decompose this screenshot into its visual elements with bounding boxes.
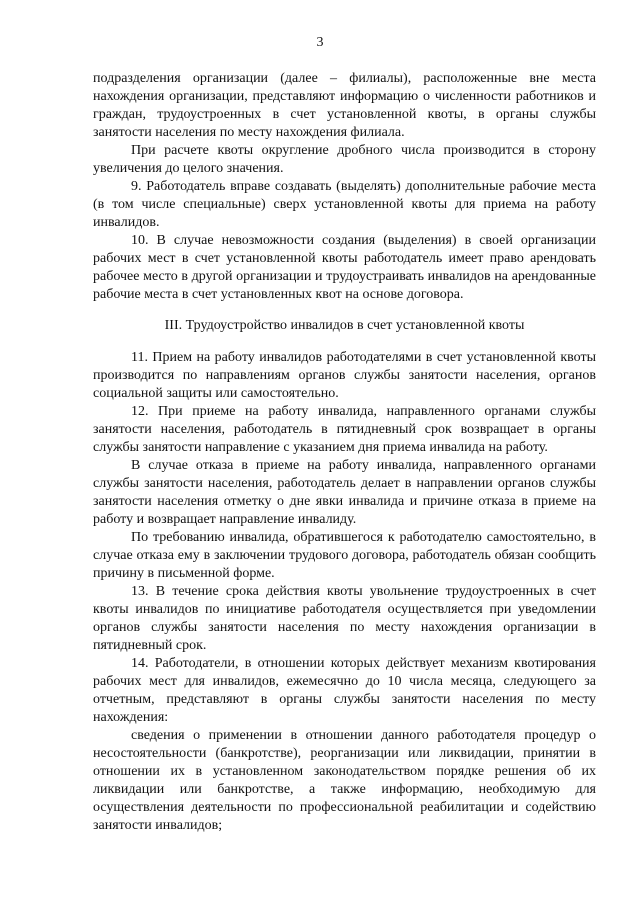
document-body (93, 70, 596, 835)
paragraph-item-14: 14. Работодатели, в отношении которых действует механизм квотирования рабочих мест для инвалидов, ежемесячно до 10 числа месяца, следующего за отчетным, представляют в органы службы занятости населения по месту нахождения: (93, 656, 596, 725)
paragraph-item-13: 13. В течение срока действия квоты увольнение трудоустроенных в счет квоты инвалидов по инициативе работодателя осуществляется при уведомлении органов службы занятости населения по месту нахождения организации в пятидневный срок. (93, 584, 596, 653)
section-heading: III. Трудоустройство инвалидов в счет установленной квоты (164, 318, 525, 333)
paragraph-bankruptcy-info: сведения о применении в отношении данного работодателя процедур о несостоятельности (банкротстве), реорганизации или ликвидации, принятии в отношении их в установленном законодательством порядке решения об их ликвидации или банкротстве, а также информацию, необходимую для осуществления деятельности по профессиональной реабилитации и содействию занятости инвалидов; (93, 728, 596, 833)
paragraph-branches-continued: подразделения организации (далее – филиалы), расположенные вне места нахождения организации, представляют информацию о численности работников и граждан, трудоустроенных в счет установленной квоты, в органы службы занятости населения по месту нахождения филиала. (93, 71, 596, 140)
paragraph-on-request: По требованию инвалида, обратившегося к работодателю самостоятельно, в случае отказа ему в заключении трудового договора, работодатель обязан сообщить причину в письменной форме. (93, 530, 596, 581)
paragraph-item-10: 10. В случае невозможности создания (выделения) в своей организации рабочих мест в счет установленной квоты работодатель имеет право арендовать рабочее место в другой организации и трудоустраивать инвалидов на арендованные рабочие места в счет установленных квот на основе договора. (93, 233, 596, 302)
paragraph-item-9: 9. Работодатель вправе создавать (выделять) дополнительные рабочие места (в том числе специальные) сверх установленной квоты для приема на работу инвалидов. (93, 179, 596, 230)
paragraph-quota-rounding: При расчете квоты округление дробного числа производится в сторону увеличения до целого значения. (93, 143, 596, 176)
page-number: 3 (316, 35, 324, 50)
paragraph-item-11: 11. Прием на работу инвалидов работодателями в счет установленной квоты производится по направлениям органов службы занятости населения, органов социальной защиты или самостоятельно. (93, 350, 596, 401)
paragraph-item-12: 12. При приеме на работу инвалида, направленного органами службы занятости населения, работодатель в пятидневный срок возвращает в органы службы занятости направление с указанием дня приема инвалида на работу. (93, 404, 596, 455)
paragraph-refusal: В случае отказа в приеме на работу инвалида, направленного органами службы занятости населения, работодатель делает в направлении органов службы занятости населения отметку о дне явки инвалида и причине отказа в приеме на работу и возвращает направление инвалиду. (93, 458, 596, 527)
